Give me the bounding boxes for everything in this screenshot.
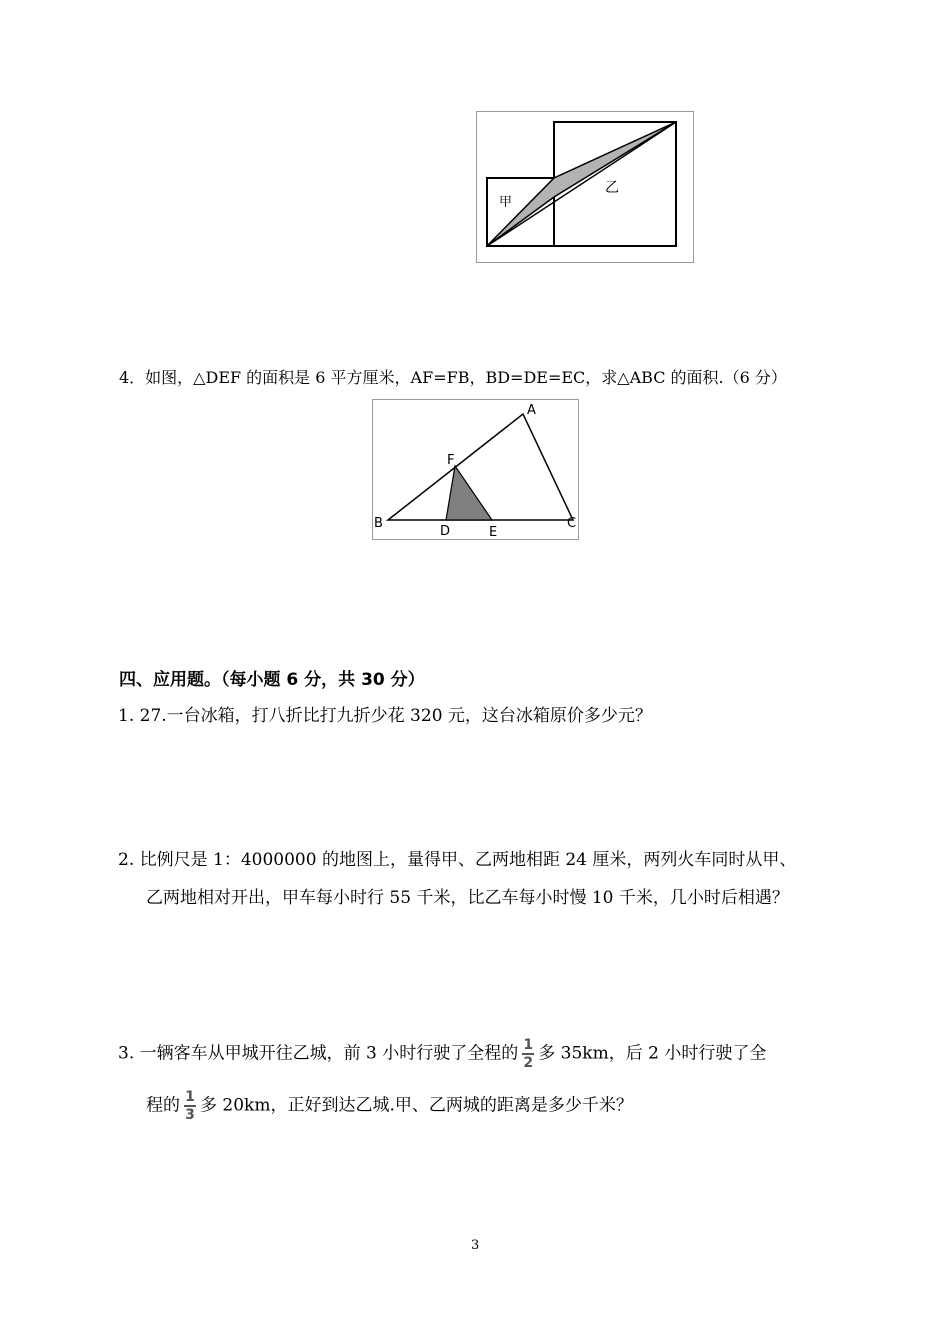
problem-3-line-1-b: 多 35km，后 2 小时行驶了全	[538, 1043, 767, 1064]
label-a: A	[527, 403, 536, 418]
problem-3-line-2	[146, 1090, 633, 1122]
fraction-one-half	[522, 1038, 534, 1070]
triangle-def	[446, 466, 492, 520]
problem-3-line-1-a: 3. 一辆客车从甲城开往乙城，前 3 小时行驶了全程的	[118, 1043, 519, 1064]
diagonal-line	[487, 122, 676, 246]
figure-squares	[476, 111, 694, 263]
label-f: F	[447, 453, 455, 468]
problem-1: 1. 27.一台冰箱，打八折比打九折少花 320 元，这台冰箱原价多少元？	[118, 706, 652, 726]
label-d: D	[440, 524, 451, 539]
frac1-numerator: 1	[523, 1037, 534, 1053]
label-e: E	[489, 525, 498, 539]
figure-triangle	[372, 399, 579, 540]
frac1-denominator: 2	[523, 1055, 534, 1071]
problem-2-line-2: 乙两地相对开出，甲车每小时行 55 千米，比乙车每小时慢 10 千米，几小时后相遇？	[146, 888, 789, 908]
label-jia: 甲	[499, 195, 513, 210]
question-4-text: 4．如图，△DEF 的面积是 6 平方厘米，AF=FB，BD=DE=EC，求△ABC 的面积.（6 分）	[119, 368, 787, 387]
problem-3-line-2-a: 程的	[146, 1095, 180, 1116]
fraction-one-third	[184, 1090, 196, 1122]
label-b: B	[374, 516, 383, 531]
label-yi: 乙	[605, 180, 619, 196]
frac2-denominator: 3	[185, 1107, 195, 1123]
problem-2-line-1: 2. 比例尺是 1：4000000 的地图上，量得甲、乙两地相距 24 厘米，两列火车同时从甲、	[118, 850, 797, 870]
frac2-numerator: 1	[185, 1089, 195, 1105]
page-number: 3	[471, 1238, 480, 1253]
problem-3-line-1	[118, 1038, 766, 1070]
problem-3-line-2-b: 多 20km，正好到达乙城.甲、乙两城的距离是多少千米？	[200, 1095, 633, 1116]
squares-diagram	[477, 112, 693, 262]
triangle-diagram	[373, 400, 578, 539]
section-4-title: 四、应用题。（每小题 6 分，共 30 分）	[119, 670, 425, 690]
label-c: C	[567, 516, 577, 531]
